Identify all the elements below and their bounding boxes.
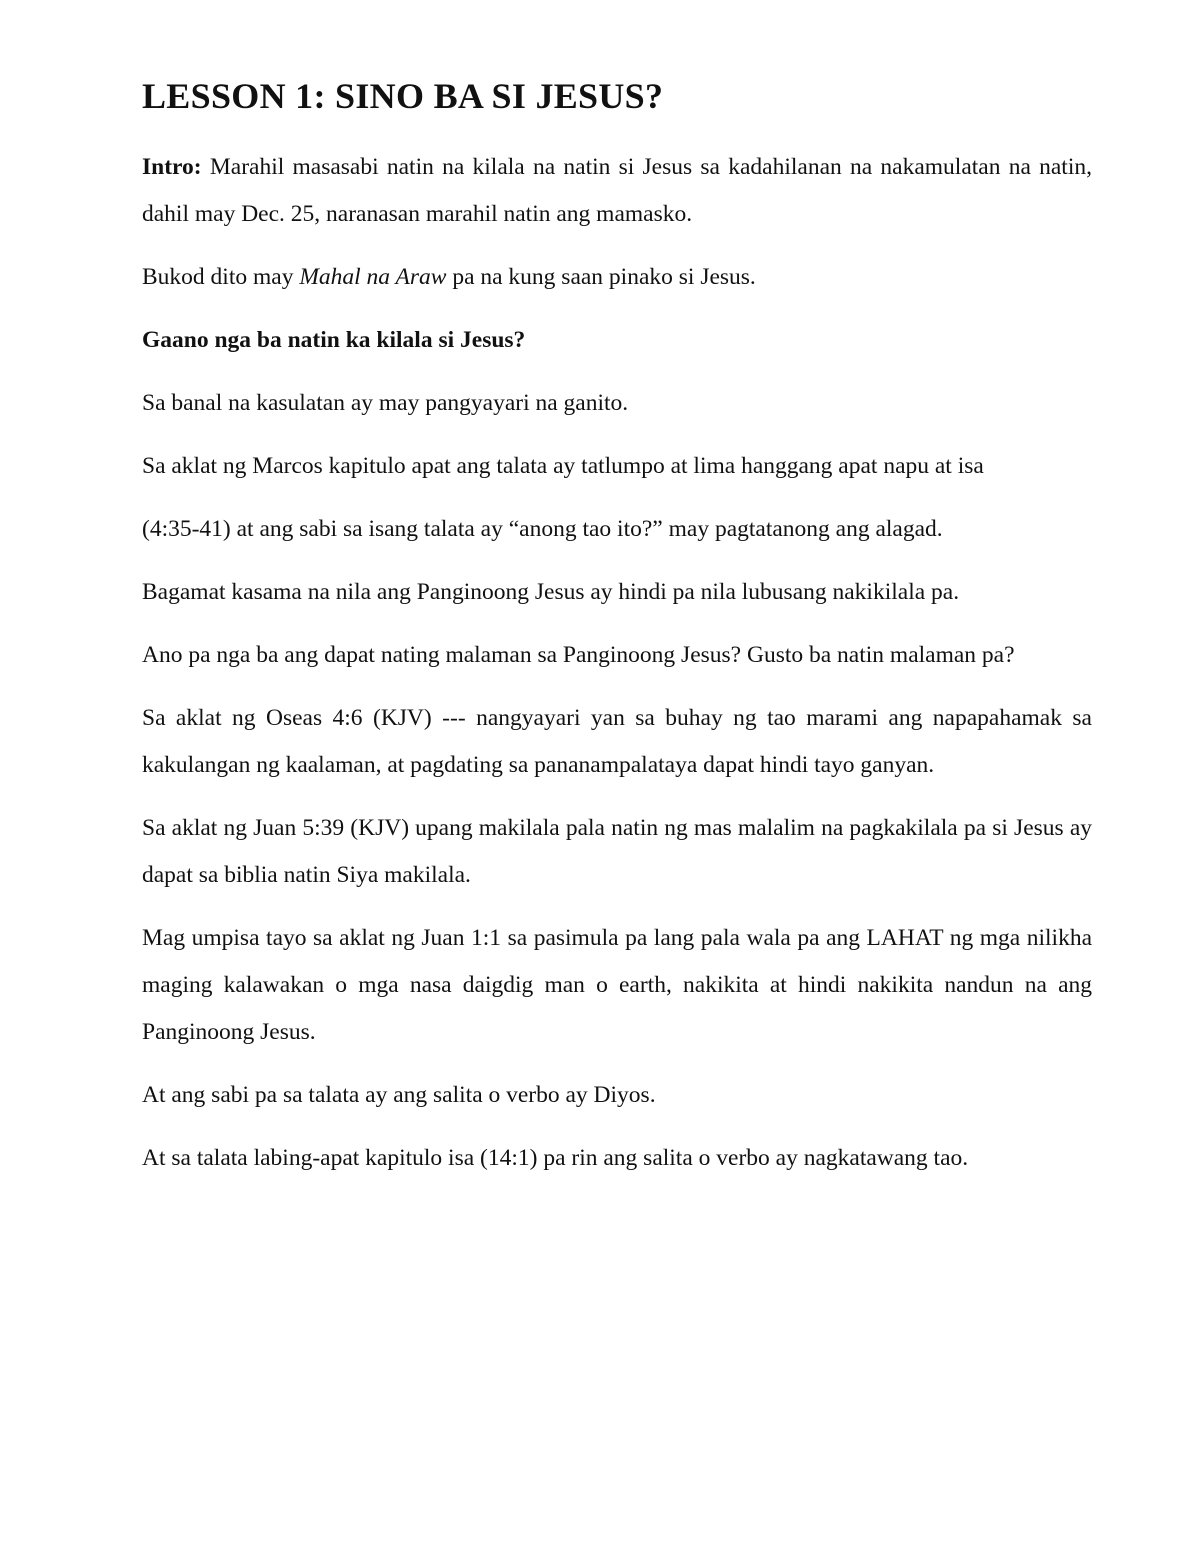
bukod-paragraph bbox=[142, 254, 1092, 301]
bukod-after: pa na kung saan pinako si Jesus. bbox=[446, 264, 756, 290]
body-paragraph: Sa aklat ng Oseas 4:6 (KJV) --- nangyayari yan sa buhay ng tao marami ang napapahamak sa kakulangan ng kaalaman, at pagdating sa pananampalataya dapat hindi tayo ganyan. bbox=[142, 705, 1092, 778]
lesson-title: LESSON 1: SINO BA SI JESUS? bbox=[142, 76, 664, 116]
body-paragraph: Sa aklat ng Marcos kapitulo apat ang talata ay tatlumpo at lima hanggang apat napu at isa bbox=[142, 453, 984, 479]
body-paragraph: Ano pa nga ba ang dapat nating malaman sa Panginoong Jesus? Gusto ba natin malaman pa? bbox=[142, 642, 1015, 668]
body-paragraph: Sa aklat ng Juan 5:39 (KJV) upang makilala pala natin ng mas malalim na pagkakilala pa si Jesus ay dapat sa biblia natin Siya makilala. bbox=[142, 815, 1092, 888]
body-paragraph: At ang sabi pa sa talata ay ang salita o verbo ay Diyos. bbox=[142, 1082, 656, 1108]
body-paragraph: Bagamat kasama na nila ang Panginoong Jesus ay hindi pa nila lubusang nakikilala pa. bbox=[142, 579, 960, 605]
intro-text: Marahil masasabi natin na kilala na natin si Jesus sa kadahilanan na nakamulatan na natin, dahil may Dec. 25, naranasan marahil natin ang mamasko. bbox=[142, 154, 1092, 227]
intro-paragraph bbox=[142, 144, 1092, 238]
body-paragraph: (4:35-41) at ang sabi sa isang talata ay “anong tao ito?” may pagtatanong ang alagad. bbox=[142, 516, 943, 542]
section-question-heading: Gaano nga ba natin ka kilala si Jesus? bbox=[142, 327, 526, 353]
bukod-italic: Mahal na Araw bbox=[299, 264, 447, 290]
document-page bbox=[142, 72, 1092, 1198]
bukod-before: Bukod dito may bbox=[142, 264, 300, 290]
body-paragraph: Sa banal na kasulatan ay may pangyayari na ganito. bbox=[142, 390, 629, 416]
body-paragraph: Mag umpisa tayo sa aklat ng Juan 1:1 sa pasimula pa lang pala wala pa ang LAHAT ng mga nilikha maging kalawakan o mga nasa daigdig man o earth, nakikita at hindi nakikita nandun na ang Panginoong Jesus. bbox=[142, 925, 1092, 1045]
body-paragraph: At sa talata labing-apat kapitulo isa (14:1) pa rin ang salita o verbo ay nagkatawang tao. bbox=[142, 1145, 969, 1171]
intro-label: Intro: bbox=[142, 154, 202, 180]
